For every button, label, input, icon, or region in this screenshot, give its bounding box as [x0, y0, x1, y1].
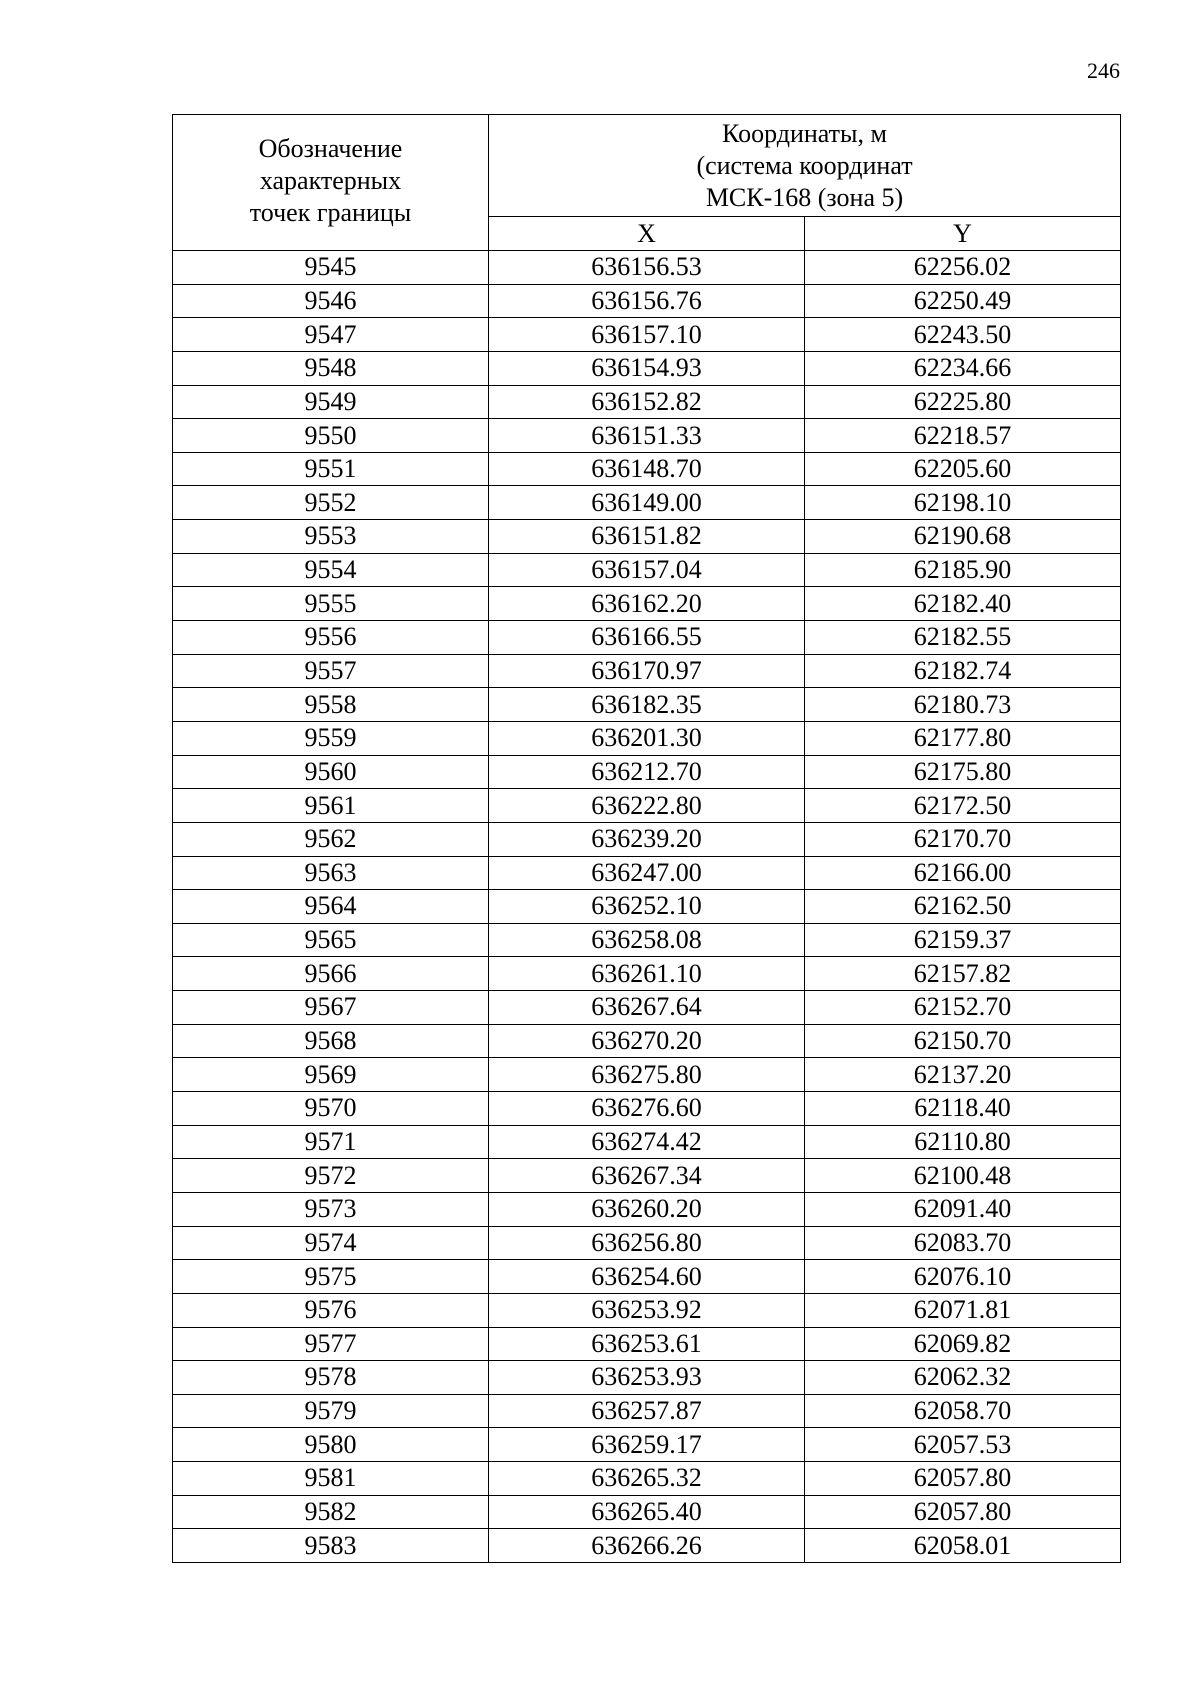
table-row — [173, 1293, 1121, 1327]
x-cell: 636182.35 — [489, 688, 805, 722]
x-cell: 636258.08 — [489, 923, 805, 957]
x-cell: 636265.32 — [489, 1462, 805, 1496]
x-cell: 636260.20 — [489, 1192, 805, 1226]
y-cell: 62100.48 — [805, 1159, 1121, 1193]
table-row — [173, 621, 1121, 655]
table-row — [173, 553, 1121, 587]
y-cell: 62243.50 — [805, 318, 1121, 352]
x-cell: 636157.04 — [489, 553, 805, 587]
table-row — [173, 1092, 1121, 1126]
point-cell: 9560 — [173, 755, 489, 789]
y-cell: 62137.20 — [805, 1058, 1121, 1092]
x-cell: 636257.87 — [489, 1394, 805, 1428]
y-cell: 62182.74 — [805, 654, 1121, 688]
y-cell: 62076.10 — [805, 1260, 1121, 1294]
y-cell: 62218.57 — [805, 419, 1121, 453]
point-cell: 9565 — [173, 923, 489, 957]
point-cell: 9577 — [173, 1327, 489, 1361]
x-cell: 636267.64 — [489, 991, 805, 1025]
y-cell: 62091.40 — [805, 1192, 1121, 1226]
x-cell: 636152.82 — [489, 385, 805, 419]
point-cell: 9571 — [173, 1125, 489, 1159]
x-cell: 636266.26 — [489, 1529, 805, 1563]
x-cell: 636154.93 — [489, 351, 805, 385]
y-cell: 62058.70 — [805, 1394, 1121, 1428]
y-cell: 62180.73 — [805, 688, 1121, 722]
table-header — [173, 115, 1121, 251]
x-cell: 636149.00 — [489, 486, 805, 520]
y-cell: 62062.32 — [805, 1361, 1121, 1395]
x-cell: 636274.42 — [489, 1125, 805, 1159]
table-row — [173, 419, 1121, 453]
point-cell: 9583 — [173, 1529, 489, 1563]
point-cell: 9566 — [173, 957, 489, 991]
table-row — [173, 1024, 1121, 1058]
y-cell: 62057.53 — [805, 1428, 1121, 1462]
table-row — [173, 1327, 1121, 1361]
point-cell: 9572 — [173, 1159, 489, 1193]
y-cell: 62157.82 — [805, 957, 1121, 991]
point-cell: 9575 — [173, 1260, 489, 1294]
header-designation-line: точек границы — [249, 197, 412, 227]
header-coordinates-line: Координаты, м — [722, 118, 887, 148]
header-coordinates-line: (система координат — [696, 150, 913, 180]
table-row — [173, 1192, 1121, 1226]
y-cell: 62225.80 — [805, 385, 1121, 419]
y-cell: 62083.70 — [805, 1226, 1121, 1260]
point-cell: 9580 — [173, 1428, 489, 1462]
point-cell: 9574 — [173, 1226, 489, 1260]
table-row — [173, 923, 1121, 957]
point-cell: 9573 — [173, 1192, 489, 1226]
x-cell: 636151.82 — [489, 520, 805, 554]
y-cell: 62057.80 — [805, 1495, 1121, 1529]
boundary-points-table — [172, 114, 1121, 1563]
table-row — [173, 318, 1121, 352]
point-cell: 9545 — [173, 251, 489, 285]
point-cell: 9567 — [173, 991, 489, 1025]
table-row — [173, 1159, 1121, 1193]
point-cell: 9564 — [173, 890, 489, 924]
x-cell: 636276.60 — [489, 1092, 805, 1126]
y-cell: 62172.50 — [805, 789, 1121, 823]
table-row — [173, 587, 1121, 621]
x-cell: 636253.93 — [489, 1361, 805, 1395]
y-cell: 62256.02 — [805, 251, 1121, 285]
x-cell: 636270.20 — [489, 1024, 805, 1058]
x-cell: 636267.34 — [489, 1159, 805, 1193]
x-cell: 636151.33 — [489, 419, 805, 453]
table-row — [173, 1529, 1121, 1563]
y-cell: 62177.80 — [805, 721, 1121, 755]
table-row — [173, 385, 1121, 419]
y-cell: 62190.68 — [805, 520, 1121, 554]
y-cell: 62234.66 — [805, 351, 1121, 385]
point-cell: 9559 — [173, 721, 489, 755]
point-cell: 9557 — [173, 654, 489, 688]
page-number: 246 — [1087, 58, 1120, 83]
point-cell: 9569 — [173, 1058, 489, 1092]
table-row — [173, 721, 1121, 755]
x-cell: 636166.55 — [489, 621, 805, 655]
x-cell: 636156.76 — [489, 284, 805, 318]
table-row — [173, 688, 1121, 722]
point-cell: 9550 — [173, 419, 489, 453]
point-cell: 9581 — [173, 1462, 489, 1496]
x-cell: 636201.30 — [489, 721, 805, 755]
point-cell: 9578 — [173, 1361, 489, 1395]
table-row — [173, 1260, 1121, 1294]
x-cell: 636170.97 — [489, 654, 805, 688]
point-cell: 9554 — [173, 553, 489, 587]
y-cell: 62166.00 — [805, 856, 1121, 890]
point-cell: 9549 — [173, 385, 489, 419]
point-cell: 9563 — [173, 856, 489, 890]
y-cell: 62057.80 — [805, 1462, 1121, 1496]
point-cell: 9582 — [173, 1495, 489, 1529]
x-cell: 636253.92 — [489, 1293, 805, 1327]
point-cell: 9547 — [173, 318, 489, 352]
y-cell: 62182.55 — [805, 621, 1121, 655]
point-cell: 9546 — [173, 284, 489, 318]
point-cell: 9555 — [173, 587, 489, 621]
x-cell: 636212.70 — [489, 755, 805, 789]
y-cell: 62152.70 — [805, 991, 1121, 1025]
point-cell: 9552 — [173, 486, 489, 520]
x-cell: 636247.00 — [489, 856, 805, 890]
table-row — [173, 856, 1121, 890]
y-cell: 62058.01 — [805, 1529, 1121, 1563]
point-cell: 9556 — [173, 621, 489, 655]
y-cell: 62162.50 — [805, 890, 1121, 924]
table-row — [173, 1125, 1121, 1159]
x-cell: 636157.10 — [489, 318, 805, 352]
header-coordinates — [489, 115, 1121, 217]
x-cell: 636253.61 — [489, 1327, 805, 1361]
x-cell: 636261.10 — [489, 957, 805, 991]
point-cell: 9579 — [173, 1394, 489, 1428]
point-cell: 9570 — [173, 1092, 489, 1126]
x-cell: 636265.40 — [489, 1495, 805, 1529]
table-row — [173, 284, 1121, 318]
table-row — [173, 1226, 1121, 1260]
table-row — [173, 1495, 1121, 1529]
y-cell: 62205.60 — [805, 452, 1121, 486]
table-body — [173, 251, 1121, 1563]
x-cell: 636275.80 — [489, 1058, 805, 1092]
header-x: X — [489, 217, 805, 251]
table-row — [173, 1058, 1121, 1092]
header-designation-line: Обозначение — [258, 133, 403, 163]
x-cell: 636156.53 — [489, 251, 805, 285]
table-row — [173, 251, 1121, 285]
point-cell: 9561 — [173, 789, 489, 823]
x-cell: 636239.20 — [489, 822, 805, 856]
x-cell: 636256.80 — [489, 1226, 805, 1260]
y-cell: 62071.81 — [805, 1293, 1121, 1327]
y-cell: 62069.82 — [805, 1327, 1121, 1361]
y-cell: 62150.70 — [805, 1024, 1121, 1058]
table-row — [173, 957, 1121, 991]
y-cell: 62170.70 — [805, 822, 1121, 856]
point-cell: 9576 — [173, 1293, 489, 1327]
x-cell: 636259.17 — [489, 1428, 805, 1462]
table-row — [173, 789, 1121, 823]
y-cell: 62175.80 — [805, 755, 1121, 789]
x-cell: 636148.70 — [489, 452, 805, 486]
y-cell: 62182.40 — [805, 587, 1121, 621]
table-row — [173, 520, 1121, 554]
header-coordinates-line: МСК-168 (зона 5) — [705, 182, 904, 212]
point-cell: 9558 — [173, 688, 489, 722]
table-row — [173, 351, 1121, 385]
y-cell: 62110.80 — [805, 1125, 1121, 1159]
y-cell: 62250.49 — [805, 284, 1121, 318]
header-point-designation — [173, 115, 489, 251]
y-cell: 62198.10 — [805, 486, 1121, 520]
x-cell: 636252.10 — [489, 890, 805, 924]
header-designation-line: характерных — [259, 165, 402, 195]
table-row — [173, 991, 1121, 1025]
table-row — [173, 486, 1121, 520]
y-cell: 62185.90 — [805, 553, 1121, 587]
point-cell: 9551 — [173, 452, 489, 486]
point-cell: 9562 — [173, 822, 489, 856]
table-row — [173, 654, 1121, 688]
table-row — [173, 1428, 1121, 1462]
y-cell: 62159.37 — [805, 923, 1121, 957]
table-row — [173, 755, 1121, 789]
point-cell: 9548 — [173, 351, 489, 385]
y-cell: 62118.40 — [805, 1092, 1121, 1126]
table-row — [173, 452, 1121, 486]
point-cell: 9568 — [173, 1024, 489, 1058]
table-row — [173, 822, 1121, 856]
header-y: Y — [805, 217, 1121, 251]
point-cell: 9553 — [173, 520, 489, 554]
x-cell: 636162.20 — [489, 587, 805, 621]
table-row — [173, 1394, 1121, 1428]
x-cell: 636222.80 — [489, 789, 805, 823]
table-row — [173, 890, 1121, 924]
table-row — [173, 1462, 1121, 1496]
x-cell: 636254.60 — [489, 1260, 805, 1294]
table-row — [173, 1361, 1121, 1395]
